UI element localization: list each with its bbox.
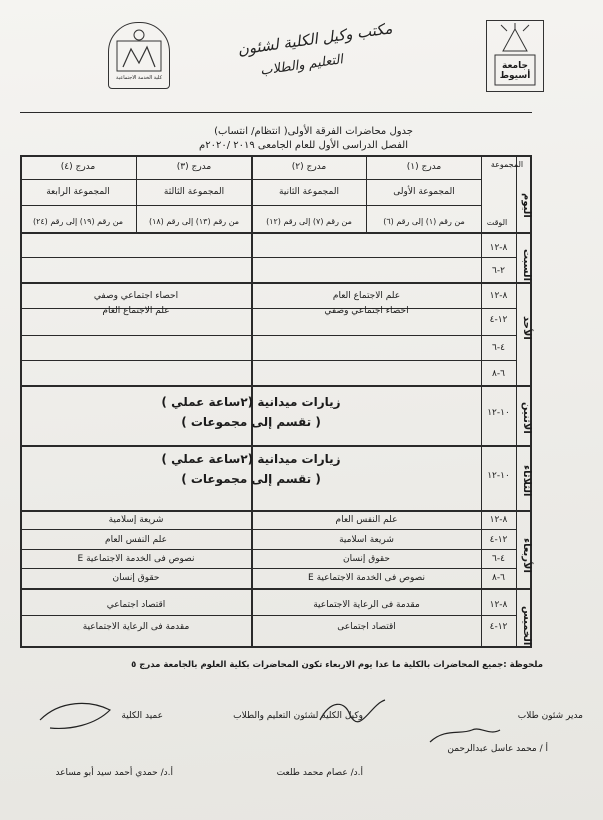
- office-subtitle: التعليم والطلاب: [259, 52, 344, 79]
- sun-time-2: ١٢-٤: [489, 315, 508, 325]
- thu-slot-sep-1: [20, 615, 516, 616]
- day-thursday: الخميس: [521, 605, 532, 646]
- sat-slot-sep: [20, 257, 516, 258]
- thu-g34-course-1: اقتصاد اجتماعي: [106, 600, 166, 610]
- wed-slot-sep-3: [20, 568, 516, 569]
- day-monday: الاثنين: [521, 402, 532, 434]
- vice-title: وكيل الكلية لشئون التعليم والطلاب: [233, 711, 363, 721]
- wed-g12-course-1: علم النفس العام: [335, 515, 398, 525]
- sun-slot-sep-2: [20, 335, 516, 336]
- wed-time-1: ٨-١٢: [489, 515, 508, 525]
- sat-time-2: ٢-٦: [492, 266, 505, 276]
- day-sunday: الأحد: [521, 315, 532, 340]
- tue-visits-text: زيارات ميدانية (٢ساعة عملي ): [161, 452, 341, 466]
- wed-slot-sep-1: [20, 529, 516, 530]
- wed-time-2: ١٢-٤: [489, 535, 508, 545]
- col-day-sep: [516, 155, 517, 648]
- corner-time-label: الوقت: [486, 218, 508, 227]
- corner-group-label: المجموعة: [490, 160, 524, 169]
- sun-g34-course-1: احصاء اجتماعي وصفي: [93, 291, 179, 301]
- day-wednesday: الأربعاء: [521, 538, 532, 573]
- hall-1-label: مدرج (١): [406, 162, 442, 172]
- hdr-bottom: [20, 232, 532, 234]
- wed-g12-course-3: حقوق إنسان: [343, 554, 390, 564]
- sun-time-3: ٤-٦: [492, 343, 505, 353]
- faculty-logo: [108, 22, 170, 89]
- sun-g12-course-2: احصاء اجتماعي وصفي: [324, 306, 409, 316]
- hall-4-label: مدرج (٤): [60, 162, 96, 172]
- faculty-logo-caption: كلية الخدمة الاجتماعية: [116, 75, 162, 81]
- university-logo-caption: جامعة أسيوط: [499, 61, 531, 81]
- wed-g12-course-2: شريعة اسلامية: [339, 535, 394, 545]
- wed-time-3: ٤-٦: [492, 554, 505, 564]
- handwritten-signatures: [0, 680, 603, 780]
- range-2-label: من رقم (٧) إلى رقم (١٢): [266, 217, 352, 226]
- group-3-label: المجموعة الثالثة: [163, 187, 225, 197]
- thu-g12-course-2: اقتصاد اجتماعى: [337, 622, 396, 632]
- range-1-label: من رقم (١) إلى رقم (٦): [383, 217, 465, 226]
- vice-signature-icon: [320, 700, 385, 722]
- thu-time-2: ١٢-٤: [489, 622, 508, 632]
- wed-g34-course-1: شريعة إسلامية: [108, 515, 164, 525]
- sun-g12-course-1: علم الاجتماع العام: [332, 291, 401, 301]
- sep-sun-mon: [20, 385, 532, 387]
- sun-time-4: ٦-٨: [492, 369, 505, 379]
- schedule-title: جدول محاضرات الفرقة الأولى( انتظام/ انتساب): [214, 126, 413, 137]
- range-3-label: من رقم (١٣) إلى رقم (١٨): [148, 217, 240, 226]
- sep-tue-wed: [20, 510, 532, 512]
- sat-time-1: ٨-١٢: [489, 243, 508, 253]
- manager-title: مدير شئون طلاب: [517, 711, 583, 721]
- table-border-bottom: [20, 646, 532, 648]
- hall-3-label: مدرج (٣): [176, 162, 212, 172]
- manager-name: أ / محمد عاسل عبدالرحمن: [447, 744, 548, 754]
- hdr-row-sep-2: [20, 205, 481, 206]
- university-logo: [486, 20, 544, 92]
- schedule-note: ملحوظة :جميع المحاضرات بالكلية ما عدا يوم الاربعاء تكون المحاضرات بكلية العلوم بالجامعة مدرج ٥: [131, 660, 543, 670]
- wed-slot-sep-2: [20, 549, 516, 550]
- sep-wed-thu: [20, 588, 532, 590]
- day-tuesday: الثلاثاء: [521, 464, 532, 497]
- corner-day-label: اليوم: [521, 192, 532, 218]
- dean-signature-icon: [40, 703, 110, 728]
- range-4-label: من رقم (١٩) إلى رقم (٢٤): [32, 217, 124, 226]
- mon-time: ١٠-١٢: [487, 408, 510, 418]
- sep-sat-sun: [20, 282, 532, 284]
- group-4-label: المجموعة الرابعة: [46, 187, 110, 197]
- sep-mon-tue: [20, 445, 532, 447]
- thu-time-1: ٨-١٢: [489, 600, 508, 610]
- tue-time: ١٠-١٢: [487, 471, 510, 481]
- vice-name: أ.د/ عصام محمد طلعت: [276, 768, 363, 778]
- group-1-label: المجموعة الأولى: [393, 187, 455, 197]
- wed-g12-course-4: نصوص فى الخدمة الاجتماعية E: [308, 573, 425, 583]
- wed-g34-course-3: نصوص فى الخدمة الاجتماعية E: [77, 554, 195, 564]
- thu-g34-course-2: مقدمة فى الرعاية الاجتماعية: [82, 622, 190, 632]
- wed-g34-course-2: علم النفس العام: [105, 535, 167, 545]
- wed-g34-course-4: حقوق إنسان: [112, 573, 160, 583]
- table-border-top: [20, 155, 532, 157]
- wed-time-4: ٦-٨: [492, 573, 505, 583]
- thu-g12-course-1: مقدمة فى الرعاية الاجتماعية: [313, 600, 420, 610]
- schedule-subtitle: الفصل الدراسى الأول للعام الجامعى ٢٠١٩ /٢٠٢٠م: [199, 140, 408, 151]
- group-2-label: المجموعة الثانية: [279, 187, 339, 197]
- dean-name: أ.د/ حمدي أحمد سيد أبو مساعد: [55, 768, 173, 778]
- mon-visits-text: زيارات ميدانية (٢ساعة عملي ): [161, 395, 341, 409]
- office-title: مكتب وكيل الكلية لشئون: [236, 19, 394, 59]
- sun-time-1: ٨-١٢: [489, 291, 508, 301]
- sun-slot-sep-3: [20, 360, 516, 361]
- tue-visits-note: ( تقسم إلى مجموعات ): [181, 472, 321, 486]
- day-saturday: السبت: [521, 248, 532, 282]
- header-rule: [20, 112, 532, 113]
- dean-title: عميد الكلية: [121, 711, 163, 721]
- sun-g34-course-2: علم الاجتماع العام: [102, 306, 170, 316]
- hdr-row-sep-1: [20, 179, 481, 180]
- manager-signature-icon: [430, 729, 500, 742]
- mon-visits-note: ( تقسم إلى مجموعات ): [181, 415, 321, 429]
- hall-2-label: مدرج (٢): [291, 162, 327, 172]
